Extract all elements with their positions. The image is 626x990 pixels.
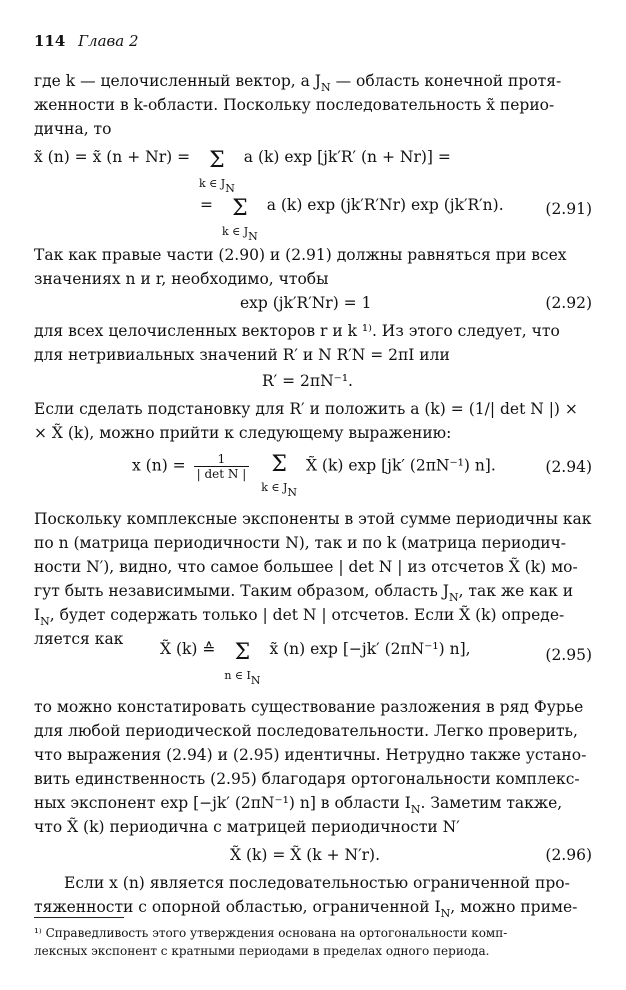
page-header <box>34 32 139 50</box>
equation-number: (2.91) <box>545 200 592 218</box>
chapter-title: Глава 2 <box>78 32 139 50</box>
text-line: Поскольку комплексные экспоненты в этой сумме периодичны как <box>34 510 592 528</box>
equation-number: (2.94) <box>545 458 592 476</box>
text-line: значениях n и r, необходимо, чтобы <box>34 270 329 288</box>
equation: exp (jk′R′Nr) = 1 <box>240 294 372 312</box>
text-line: Если сделать подстановку для R′ и положить a (k) = (1/| det N |) × <box>34 400 578 418</box>
equation-number: (2.96) <box>545 846 592 864</box>
text-line: женности в k-области. Поскольку последовательность x̃ перио- <box>34 96 555 114</box>
equation: X̃ (k) = X̃ (k + N′r). <box>230 846 380 864</box>
text-line: что X̃ (k) периодична с матрицей периодичности N′ <box>34 818 460 836</box>
text-line: ных экспонент exp [−jk′ (2πN⁻¹) n] в области $I_N$. Заметим также, <box>34 794 563 816</box>
page-number: 114 <box>34 32 66 50</box>
text-line: гут быть независимыми. Таким образом, область $J_N$, так же как и <box>34 582 574 604</box>
text-line: где k — целочисленный вектор, а $J_N$ — область конечной протя- <box>34 72 562 94</box>
text-line: Так как правые части (2.90) и (2.91) должны равняться при всех <box>34 246 567 264</box>
text-line: дична, то <box>34 120 112 138</box>
footnote-line: лексных экспонент с кратными периодами в пределах одного периода. <box>34 944 490 958</box>
footnote-line: ¹⁾ Справедливость этого утверждения основана на ортогональности комп- <box>34 926 508 940</box>
sum-operator: Σ k ∈ JN <box>261 452 298 499</box>
text-line: для нетривиальных значений R′ и N R′N = 2πI или <box>34 346 450 364</box>
equation: R′ = 2πN⁻¹. <box>262 372 353 390</box>
equation: x (n) = $\frac{1}{\text{| det N |}}$ Σ k ∈ JN X̃ (k) exp [jk′ (2πN⁻¹) n]. <box>132 452 496 499</box>
text-line: Если x (n) является последовательностью ограниченной про- <box>64 874 570 892</box>
equation: x̃ (n) = x̃ (n + Nr) = Σ k ∈ JN a (k) exp [jk′R′ (n + Nr)] = <box>34 148 451 195</box>
text-line: то можно констатировать существование разложения в ряд Фурье <box>34 698 584 716</box>
text-line: тяженности с опорной областью, ограниченной $I_N$, можно приме- <box>34 898 578 920</box>
text-line: вить единственность (2.95) благодаря ортогональности комплекс- <box>34 770 580 788</box>
sum-operator: Σ k ∈ JN <box>199 148 235 195</box>
sum-operator: Σ k ∈ JN <box>221 196 258 243</box>
equation: X̃ (k) ≙ Σ n ∈ IN x̃ (n) exp [−jk′ (2πN⁻¹) n], <box>160 640 471 687</box>
sum-operator: Σ n ∈ IN <box>224 640 261 687</box>
text-line: для всех целочисленных векторов r и k ¹⁾. Из этого следует, что <box>34 322 560 340</box>
text-line: ляется как <box>34 630 124 648</box>
equation-number: (2.95) <box>545 646 592 664</box>
equation-number: (2.92) <box>545 294 592 312</box>
text-line: × X̃ (k), можно прийти к следующему выражению: <box>34 424 452 442</box>
footnote-divider <box>34 917 124 918</box>
text-line: для любой периодической последовательности. Легко проверить, <box>34 722 578 740</box>
text-line: что выражения (2.94) и (2.95) идентичны. Нетрудно также устано- <box>34 746 587 764</box>
fraction: $\frac{1}{\text{| det N |}}$ <box>194 452 250 481</box>
text-line: $I_N$, будет содержать только | det N | отсчетов. Если X̃ (k) опреде- <box>34 606 565 628</box>
equation: = Σ k ∈ JN a (k) exp (jk′R′Nr) exp (jk′R′n). <box>200 196 504 243</box>
text-line: ности N′), видно, что самое большее | det N | из отсчетов X̃ (k) мо- <box>34 558 578 576</box>
text-line: по n (матрица периодичности N), так и по k (матрица периодич- <box>34 534 567 552</box>
